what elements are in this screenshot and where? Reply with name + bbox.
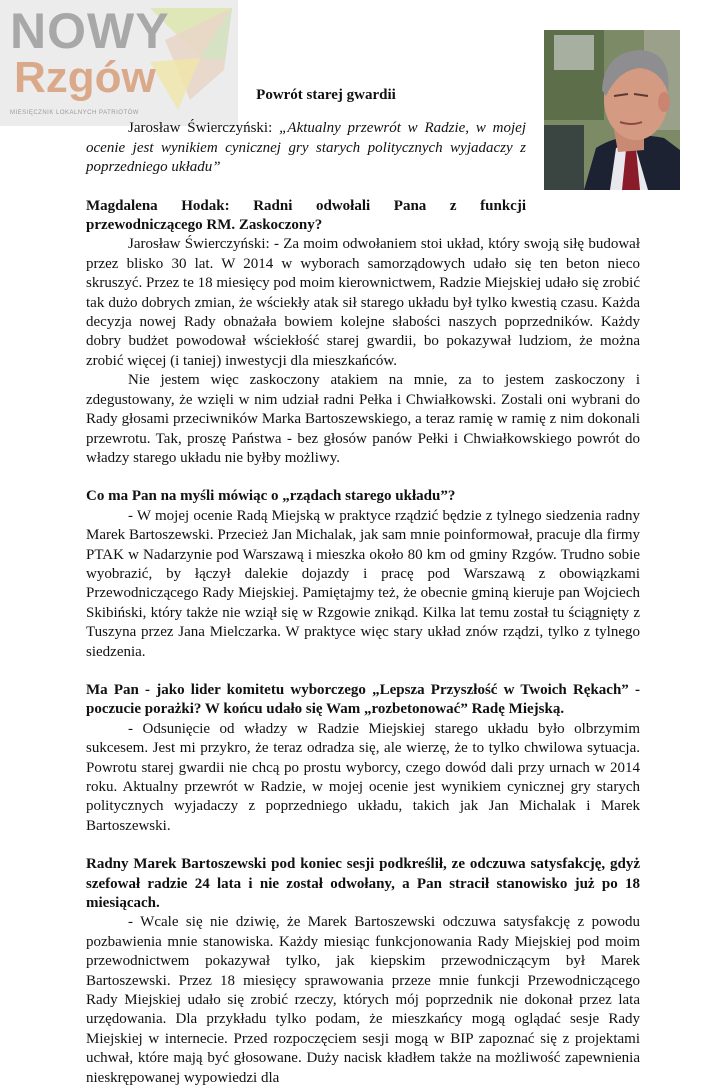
answer-3-paragraph-1: - Odsunięcie od władzy w Radzie Miejskiej starego układu było olbrzymim sukcesem. Jest mi przykro, że teraz odradza się, ale wierzę, że to tylko chwilowa sytuacja. Powrotu starej gwardii nie chcą po prostu wyborcy, czego dowód dali przy urnach w 2014 roku. Aktualny przewrót w Radzie, w mojej ocenie jest wynikiem cynicznej gry starych politycznych wyjadaczy z poprzedniego układu, takich jak Jan Michalak i Marek Bartoszewski. [86, 720, 640, 834]
answer-2-paragraph-1: - W mojej ocenie Radą Miejską w praktyce rządzić będzie z tylnego siedzenia radny Marek Bartoszewski. Przecież Jan Michalak, jak sam mnie poinformował, pracuje dla firmy PTAK w Nadarzynie pod Warszawą i mieszka około 80 km od gminy Rzgów. Trudno sobie wyobrazić, by łączył dalekie dojazdy i pracę pod Warszawą z obowiązkami Przewodniczącego Rady Miejskiej. Pamiętajmy też, że obecnie gminą kieruje pan Wojciech Skibiński, który także nie wziął się w Rzgowie znikąd. Kilka lat temu został tu ściągnięty z Tuszyna przez Jana Mielczarka. W praktyce więc stary układ znów rządzi, tylko z tylnego siedzenia. [86, 507, 640, 660]
answer-1-paragraph-2: Nie jestem więc zaskoczony atakiem na mnie, za to jestem zaskoczony i zdegustowany, że wzięli w nim udział radni Pełka i Chwiałkowski. Zostali oni wybrani do Rady głosami przeciwników Marka Bartoszewskiego, a teraz ramię w ramię z nim dokonali przewrotu. Tak, proszę Państwa - bez głosów panów Pełki i Chwiałkowskiego powrót do władzy starego układu nie byłby możliwy. [86, 372, 640, 466]
question-4: Radny Marek Bartoszewski pod koniec sesji podkreślił, ze odczuwa satysfakcję, gdyż szefował radzie 24 lata i nie został odwołany, a Pan stracił stanowisko już po 18 miesiącach. [86, 856, 640, 912]
article-title: Powrót starej gwardii [256, 87, 396, 103]
logo-tagline: MIESIĘCZNIK LOKALNYCH PATRIOTÓW [10, 110, 139, 116]
article-lead [86, 119, 526, 177]
article-body [86, 86, 640, 1088]
question-3: Ma Pan - jako lider komitetu wyborczego „Lepsza Przyszłość w Twoich Rękach” - poczucie porażki? W końcu udało się Wam „rozbetonować” Radę Miejską. [86, 681, 640, 718]
question-1: Magdalena Hodak: Radni odwołali Pana z funkcji przewodniczącego RM. Zaskoczony? [86, 197, 526, 234]
lead-quote: „Aktualny przewrót w Radzie, w mojej ocenie jest wynikiem cynicznej gry starych politycznych wyjadaczy z poprzedniego układu” [86, 120, 526, 176]
lead-speaker: Jarosław Świerczyński: [128, 120, 280, 137]
answer-1-paragraph-1: Jarosław Świerczyński: - Za moim odwołaniem stoi układ, który swoją siłę budował przez blisko 30 lat. W 2014 w wyborach samorządowych udało się ten beton nieco skruszyć. Przez te 18 miesięcy pod moim kierownictwem, Radzie Miejskiej udało się zrobić tak dużo dobrych zmian, że wściekły atak sił starego układu był tylko kwestią czasu. Każda decyzja nowej Rady obnażała bowiem kolejne słabości naszych poprzedników. Każdy dobry budżet powodował wściekłość starej gwardii, bo pokazywał ludziom, że można zrobić więcej (i taniej) inwestycji dla mieszkańców. [86, 236, 641, 369]
logo-word-nowy: NOWY [10, 3, 170, 59]
answer-4-paragraph-1: - Wcale się nie dziwię, że Marek Bartoszewski odczuwa satysfakcję z powodu pozbawienia mnie stanowiska. Każdy miesiąc funkcjonowania Rady Miejskiej pod moim przewodnictwem pokazywał tylko, jak kiepskim przewodniczącym był Marek Bartoszewski. Przez 18 miesięcy sprawowania przeze mnie funkcji Przewodniczącego Rady Miejskiej udało się zrobić rzeczy, których mój poprzednik nie dokonał przez lata urzędowania. Dla przykładu tylko podam, że mieszkańcy mogą oglądać sesje Rady Miejskiej w internecie. Przed rozpoczęciem sesji mogą w BIP zapoznać się z projektami uchwał, które mają być głosowane. Duży nacisk kładłem także na możliwość zapewnienia nieskrępowanej wypowiedzi dla [86, 914, 640, 1086]
question-2: Co ma Pan na myśli mówiąc o „rządach starego układu”? [86, 488, 456, 505]
logo-word-rzgow: Rzgów [14, 53, 156, 102]
